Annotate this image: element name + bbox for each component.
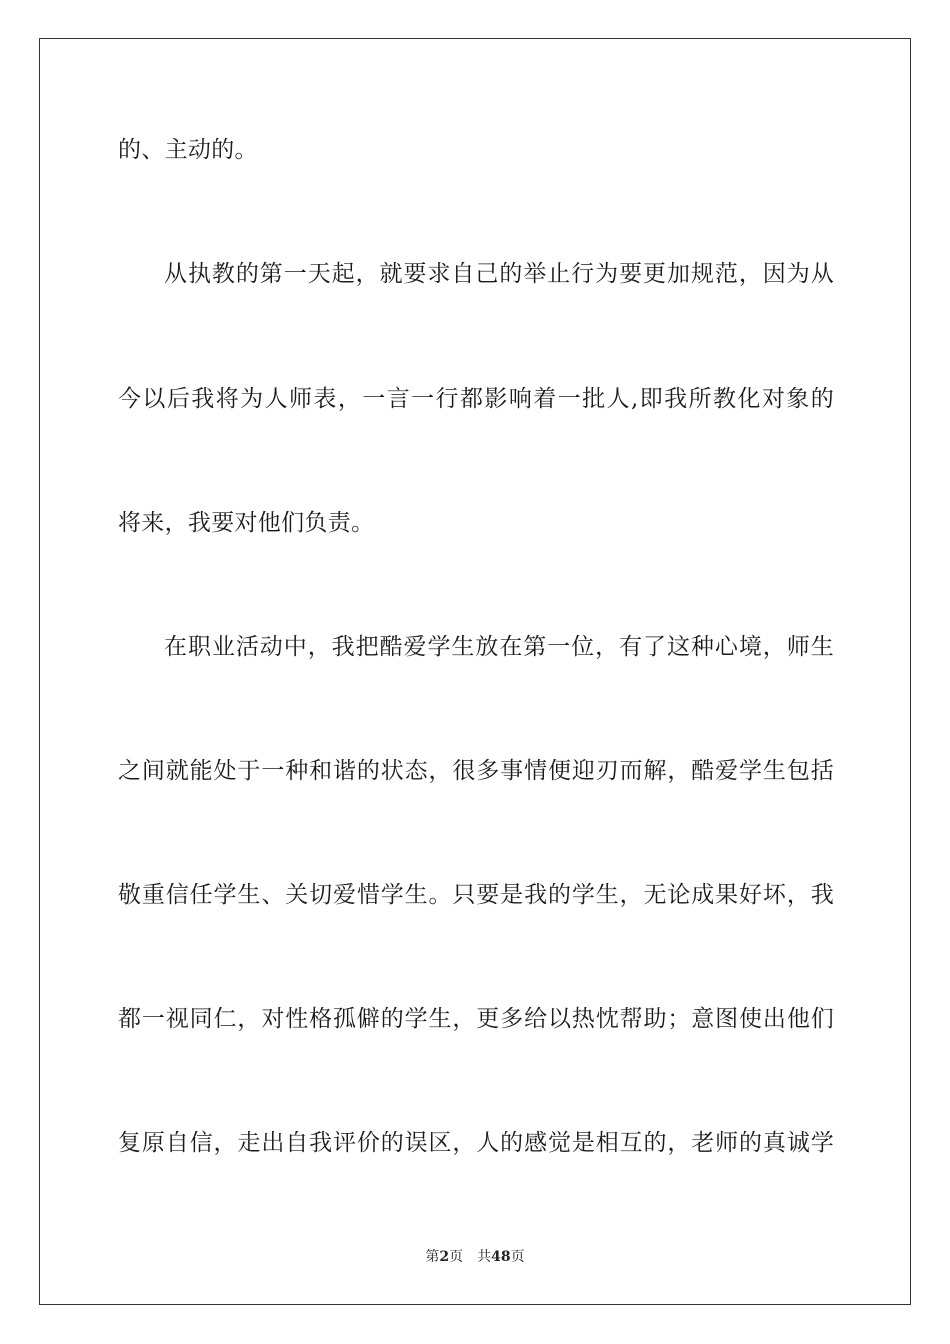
page-border: [39, 38, 911, 1305]
text-line-8: 都一视同仁，对性格孤僻的学生，更多给以热忱帮助；意图使出他们: [118, 1006, 834, 1032]
text-line-6: 之间就能处于一种和谐的状态，很多事情便迎刃而解，酷爱学生包括: [118, 758, 834, 784]
text-line-2: 从执教的第一天起，就要求自己的举止行为要更加规范，因为从: [164, 261, 834, 287]
page-number: 2: [439, 1249, 450, 1265]
page-footer: [0, 1248, 950, 1266]
text-line-3: 今以后我将为人师表，一言一行都影响着一批人,即我所教化对象的: [118, 386, 834, 412]
total-prefix: 共: [477, 1249, 492, 1265]
page-suffix: 页: [449, 1249, 464, 1265]
text-line-5: 在职业活动中，我把酷爱学生放在第一位，有了这种心境，师生: [164, 634, 834, 660]
page-prefix: 第: [425, 1249, 440, 1265]
total-suffix: 页: [510, 1249, 525, 1265]
text-line-7: 敬重信任学生、关切爱惜学生。只要是我的学生，无论成果好坏，我: [118, 882, 834, 908]
text-line-1: 的、主动的。: [118, 137, 258, 163]
text-line-4: 将来，我要对他们负责。: [118, 510, 375, 536]
text-line-9: 复原自信，走出自我评价的误区，人的感觉是相互的，老师的真诚学: [118, 1130, 834, 1156]
total-pages: 48: [491, 1249, 511, 1265]
